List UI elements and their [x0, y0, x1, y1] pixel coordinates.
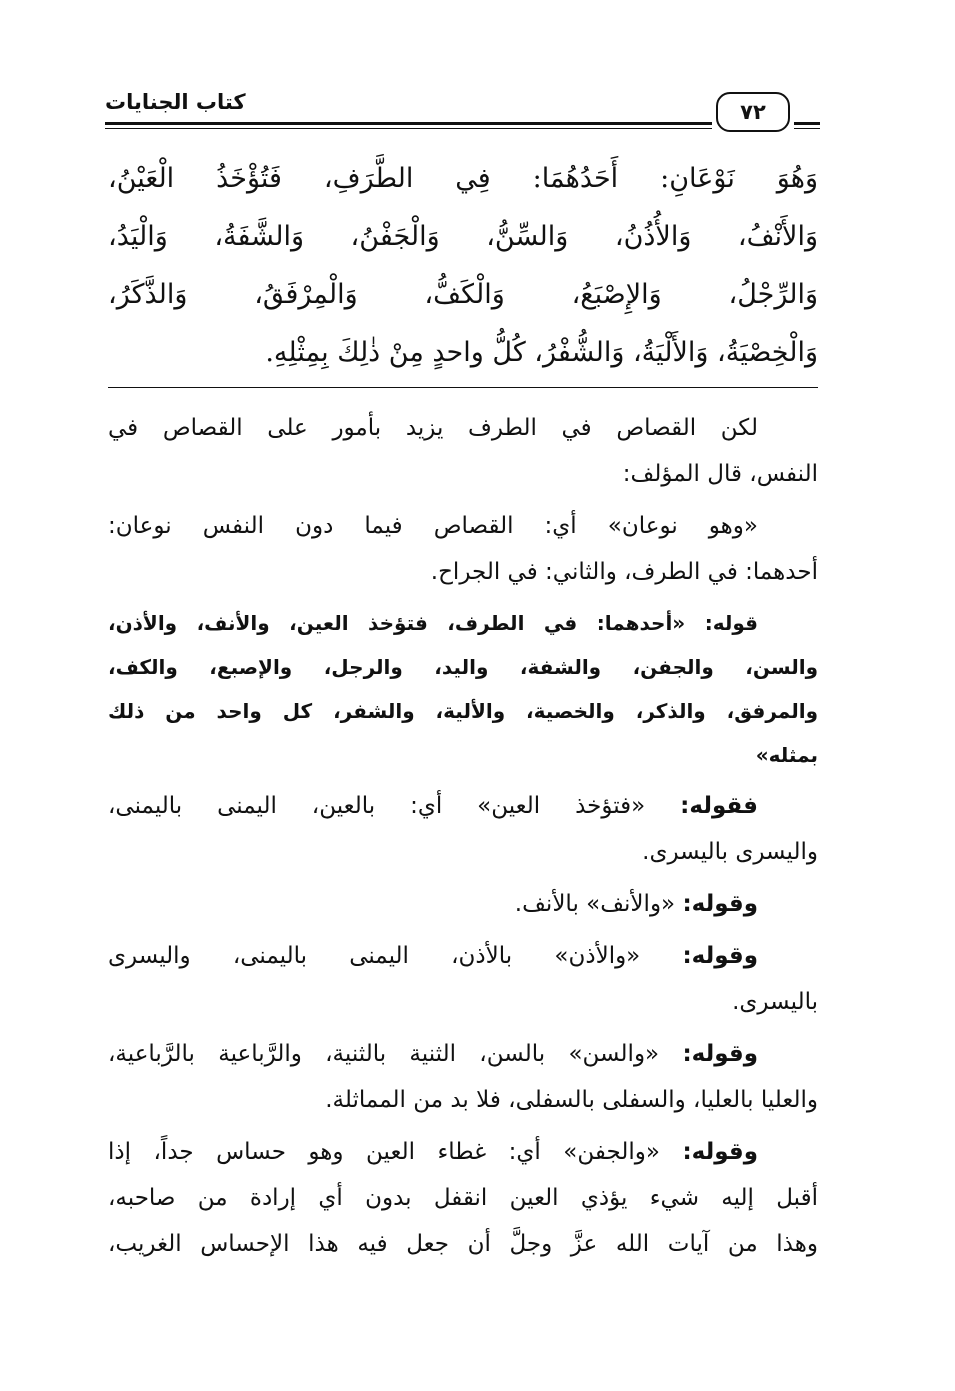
matn-separator-rule — [108, 387, 818, 388]
paragraph-line — [108, 881, 818, 927]
paragraph — [108, 933, 818, 1025]
paragraph-line: النفس، قال المؤلف: — [622, 461, 818, 487]
paragraph-line: أحدهما: في الطرف، والثاني: في الجراح. — [430, 559, 818, 585]
paragraph — [108, 503, 818, 595]
paragraph-line — [108, 601, 818, 645]
paragraph-line: والعليا بالعليا، والسفلى بالسفلى، فلا بد من المماثلة. — [325, 1087, 818, 1113]
paragraph-line: بمثله» — [755, 743, 818, 767]
header-rule-thin — [105, 128, 712, 129]
matn-text — [108, 150, 818, 382]
paragraph-text: «والجفن» أي: غطاء العين وهو حساس جداً، إذا — [108, 1139, 660, 1165]
lead-word: قوله: — [704, 611, 758, 635]
commentary — [108, 405, 818, 1273]
page-number: ٧٢ — [716, 92, 790, 132]
lead-word: وقوله: — [682, 891, 758, 917]
paragraph-line: أقبل إليه شيء يؤذي العين انقفل بدون أي إرادة من صاحبه، — [108, 1185, 818, 1211]
paragraph-text: «والأذن» بالأذن، اليمنى باليمنى، واليسرى — [108, 943, 641, 969]
lead-word: فقوله: — [680, 793, 758, 819]
paragraph — [108, 405, 818, 497]
paragraph-line: لكن القصاص في الطرف يزيد بأمور على القصاص في — [108, 415, 758, 441]
quoted-text: «أحدهما: في الطرف، فتؤخذ العين، والأنف، والأذن، — [108, 611, 686, 635]
paragraph-text: «والسن» بالسن، الثنية بالثنية، والرَّباعية بالرَّباعية، — [108, 1041, 660, 1067]
paragraph-line — [108, 783, 818, 829]
running-title: كتاب الجنايات — [105, 90, 246, 114]
paragraph-line — [108, 1031, 818, 1077]
matn-line: وَالْخِصْيَةُ، وَالأَلْيَةُ، وَالشُّفْرُ، كُلُّ واحدٍ مِنْ ذٰلِكَ بِمِثْلِهِ. — [265, 337, 818, 368]
header-rule-thick — [105, 122, 712, 125]
quoted-matn-paragraph — [108, 601, 818, 777]
page-header — [105, 88, 820, 138]
paragraph-line — [108, 933, 818, 979]
header-side-rule-thin — [794, 128, 820, 129]
paragraph-text: «فتؤخذ العين» أي: بالعين، اليمنى باليمنى، — [108, 793, 646, 819]
paragraph-text: «والأنف» بالأنف. — [514, 891, 676, 917]
matn-line: وَالأَنْفُ، وَالأُذُنُ، وَالسِّنُّ، وَالْجَفْنُ، وَالشَّفَةُ، وَالْيَدُ، — [108, 221, 818, 252]
paragraph — [108, 881, 818, 927]
lead-word: وقوله: — [682, 1041, 758, 1067]
paragraph — [108, 1031, 818, 1123]
lead-word: وقوله: — [682, 1139, 759, 1165]
paragraph-line — [108, 1129, 818, 1175]
paragraph-line: وهذا من آيات الله عزَّ وجلَّ أن جعل فيه هذا الإحساس الغريب، — [108, 1231, 818, 1257]
header-side-rule-thick — [794, 122, 820, 125]
paragraph-line: باليسرى. — [732, 989, 818, 1015]
paragraph-line: «وهو نوعان» أي: القصاص فيما دون النفس نوعان: — [108, 513, 758, 539]
paragraph — [108, 1129, 818, 1267]
paragraph-line: والسن، والجفن، والشفة، واليد، والرجل، والإصبع، والكف، — [108, 655, 818, 679]
paragraph-line: والمرفق، والذكر، والخصية، والألية، والشفر، كل واحد من ذلك — [108, 699, 818, 723]
paragraph-line: واليسرى باليسرى. — [642, 839, 818, 865]
lead-word: وقوله: — [682, 943, 759, 969]
matn-line: وَالرِّجْلُ، وَالإِصْبَعُ، وَالْكَفُّ، وَالْمِرْفَقُ، وَالذَّكَرُ، — [108, 279, 818, 310]
matn-line: وَهُوَ نَوْعَانِ: أَحَدُهُمَا: فِي الطَّرَفِ، فَتُؤْخَذُ الْعَيْنُ، — [108, 163, 818, 194]
paragraph — [108, 783, 818, 875]
